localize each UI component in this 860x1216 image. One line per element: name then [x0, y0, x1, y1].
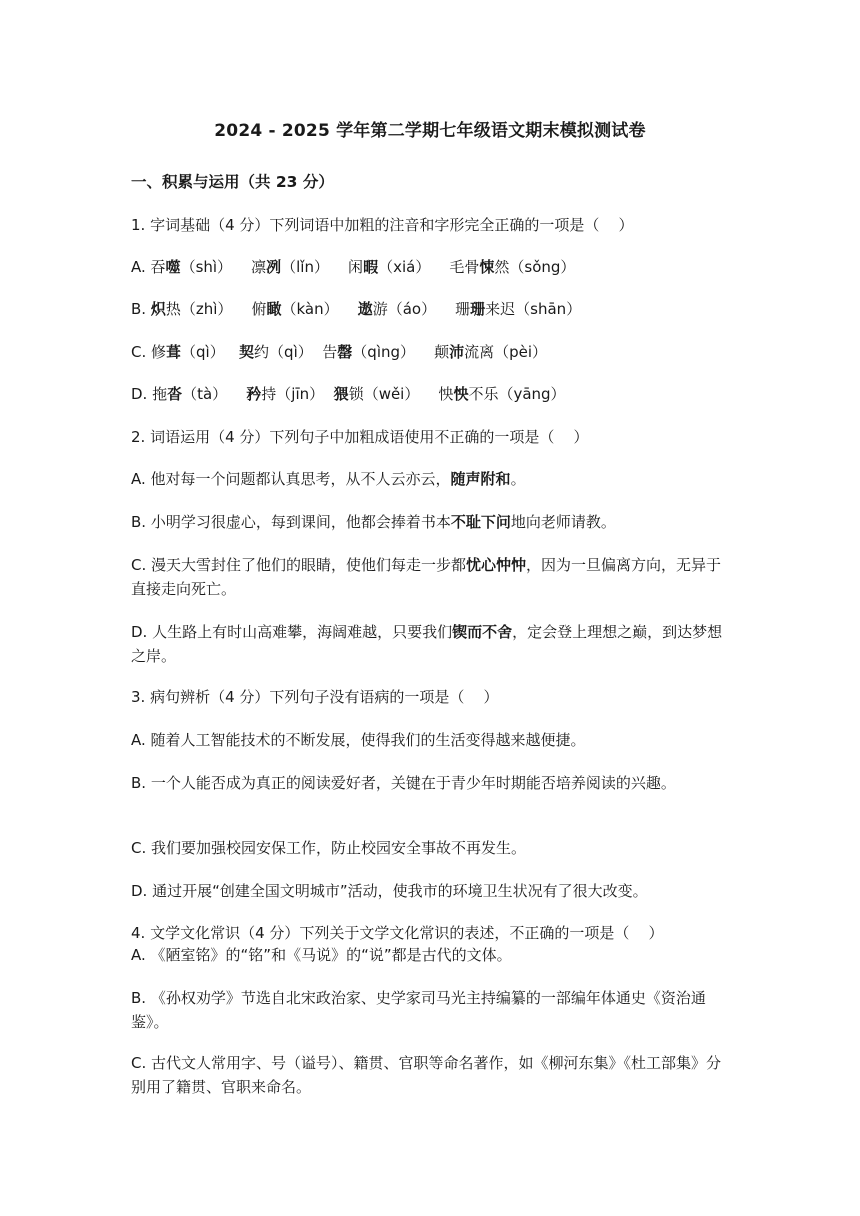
question-3-stem: 3. 病句辨析（4 分）下列句子没有语病的一项是（ ） — [131, 688, 499, 706]
question-1-option-d — [131, 382, 733, 406]
question-1-option-c — [131, 340, 733, 364]
bold-term: 沛 — [449, 343, 465, 361]
question-1-option-a — [131, 255, 733, 279]
text-run: 热（zhì） 俯 — [165, 300, 267, 318]
text-run: （tà） — [182, 385, 247, 403]
text-run: （lǐn） 闲 — [281, 258, 364, 276]
text-run: （xiá） 毛骨 — [378, 258, 480, 276]
text-run: （shì） 凛 — [180, 258, 267, 276]
bold-term: 忧心忡忡 — [466, 556, 527, 574]
page-title: 2024 - 2025 学年第二学期七年级语文期末模拟测试卷 — [214, 121, 646, 141]
text-run: D. 拖 — [131, 385, 168, 403]
text-run: 。 — [510, 470, 526, 488]
text-run: ，定会登上理想之巅，到达梦想之岸。 — [131, 623, 723, 665]
question-2-option-c — [131, 553, 733, 601]
bold-term: 悚 — [479, 258, 495, 276]
bold-term: 冽 — [266, 258, 282, 276]
bold-term: 罄 — [337, 343, 353, 361]
bold-term: 锲而不舍 — [452, 623, 513, 641]
text-run: 不乐（yāng） — [468, 385, 566, 403]
text-run: 地向老师请教。 — [510, 513, 616, 531]
text-run: D. 人生路上有时山高难攀，海阔难越，只要我们 — [131, 623, 453, 641]
question-4-option-a: A. 《陋室铭》的“铭”和《马说》的“说”都是古代的文体。 — [131, 946, 512, 964]
text-run: 然（sǒng） — [494, 258, 576, 276]
section-heading: 一、积累与运用（共 23 分） — [131, 173, 334, 191]
bold-term: 猥 — [333, 385, 349, 403]
bold-term: 噬 — [165, 258, 181, 276]
bold-term: 瞰 — [266, 300, 282, 318]
text-run: 持（jīn） — [261, 385, 334, 403]
bold-term: 遨 — [357, 300, 373, 318]
question-4-option-b: B. 《孙权劝学》节选自北宋政治家、史学家司马光主持编纂的一部编年体通史《资治通鉴》。 — [131, 989, 706, 1031]
text-run: C. 修 — [131, 343, 167, 361]
bold-term: 葺 — [166, 343, 182, 361]
text-run: 流离（pèi） — [464, 343, 548, 361]
text-run: 游（áo） 珊 — [372, 300, 471, 318]
bold-term: 暇 — [363, 258, 379, 276]
question-3-option-b: B. 一个人能否成为真正的阅读爱好者，关键在于青少年时期能否培养阅读的兴趣。 — [131, 774, 676, 792]
bold-term: 矜 — [246, 385, 262, 403]
bold-term: 契 — [239, 343, 255, 361]
question-3-option-c: C. 我们要加强校园安保工作，防止校园安全事故不再发生。 — [131, 839, 527, 857]
text-run: B. 小明学习很虚心，每到课间，他都会捧着书本 — [131, 513, 451, 531]
text-run: A. 吞 — [131, 258, 166, 276]
text-run: B. — [131, 300, 151, 318]
bold-term: 怏 — [453, 385, 469, 403]
question-2-option-d — [131, 620, 733, 668]
question-3-option-d: D. 通过开展“创建全国文明城市”活动，使我市的环境卫生状况有了很大改变。 — [131, 882, 648, 900]
text-run: C. 漫天大雪封住了他们的眼睛，使他们每走一步都 — [131, 556, 467, 574]
question-2-option-b — [131, 510, 733, 534]
text-run: 约（qì） 告 — [254, 343, 338, 361]
bold-term: 随声附和 — [450, 470, 511, 488]
text-run: 锁（wěi） 怏 — [348, 385, 454, 403]
bold-term: 沓 — [167, 385, 183, 403]
question-2-option-a — [131, 467, 733, 491]
bold-term: 不耻下问 — [450, 513, 511, 531]
question-4-stem: 4. 文学文化常识（4 分）下列关于文学文化常识的表述，不正确的一项是（ ） — [131, 924, 664, 942]
text-run: A. 他对每一个问题都认真思考，从不人云亦云， — [131, 470, 451, 488]
question-3-option-a: A. 随着人工智能技术的不断发展，使得我们的生活变得越来越便捷。 — [131, 731, 586, 749]
bold-term: 珊 — [470, 300, 486, 318]
question-4-option-c: C. 古代文人常用字、号（谥号）、籍贯、官职等命名著作，如《柳河东集》《杜工部集》分别用了籍贯、官职来命名。 — [131, 1054, 722, 1096]
question-1-stem: 1. 字词基础（4 分）下列词语中加粗的注音和字形完全正确的一项是（ ） — [131, 216, 634, 234]
text-run: （qìng） 颠 — [352, 343, 450, 361]
text-run: 来迟（shān） — [485, 300, 582, 318]
question-1-option-b — [131, 297, 733, 321]
bold-term: 炽 — [150, 300, 166, 318]
text-run: （kàn） — [281, 300, 358, 318]
text-run: ，因为一旦偏离方向，无异于直接走向死亡。 — [131, 556, 722, 598]
question-2-stem: 2. 词语运用（4 分）下列句子中加粗成语使用不正确的一项是（ ） — [131, 428, 589, 446]
text-run: （qì） — [181, 343, 240, 361]
